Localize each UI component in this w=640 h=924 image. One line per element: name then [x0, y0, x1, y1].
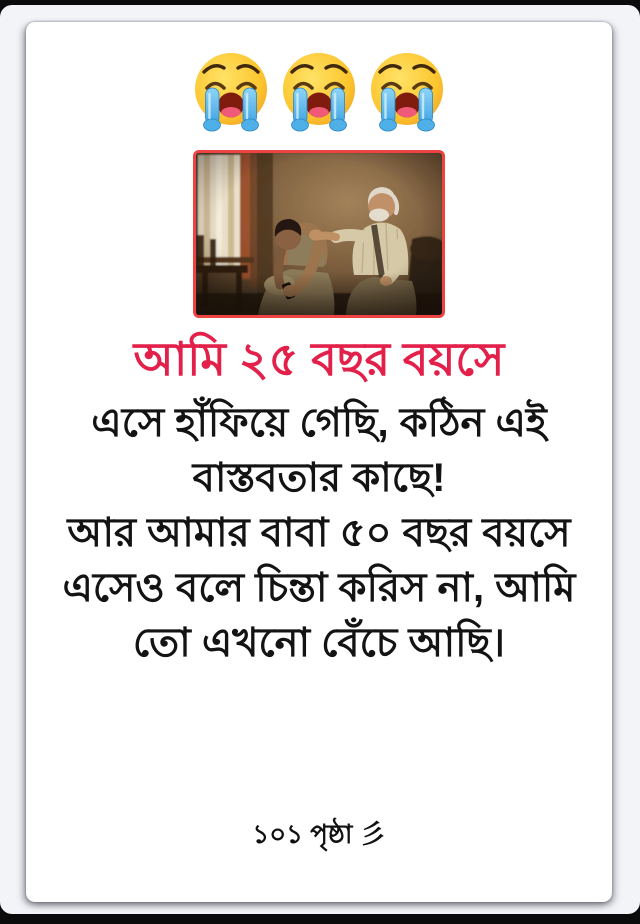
loudly-crying-emoji-icon — [277, 48, 361, 132]
post-card — [26, 22, 612, 902]
body-text-line: এসে হাঁফিয়ে গেছি, কঠিন এই — [91, 401, 547, 446]
emoji-row — [189, 48, 449, 132]
photo-illustration — [196, 153, 442, 315]
body-text-line: আর আমার বাবা ৫০ বছর বয়সে — [67, 511, 571, 556]
headline-text: আমি ২৫ বছর বয়সে — [133, 333, 505, 385]
screen-background — [0, 5, 640, 914]
loudly-crying-emoji-icon — [189, 48, 273, 132]
body-text — [49, 396, 589, 671]
body-text-line: এসেও বলে চিন্তা করিস না, আমি — [62, 566, 576, 611]
body-text-line: তো এখনো বেঁচে আছি। — [132, 621, 506, 666]
body-text-line: বাস্তবতার কাছে! — [192, 456, 446, 501]
photo-frame — [193, 150, 445, 318]
footer-caption: ১০১ পৃষ্ঠা 彡 — [252, 819, 386, 849]
loudly-crying-emoji-icon — [365, 48, 449, 132]
